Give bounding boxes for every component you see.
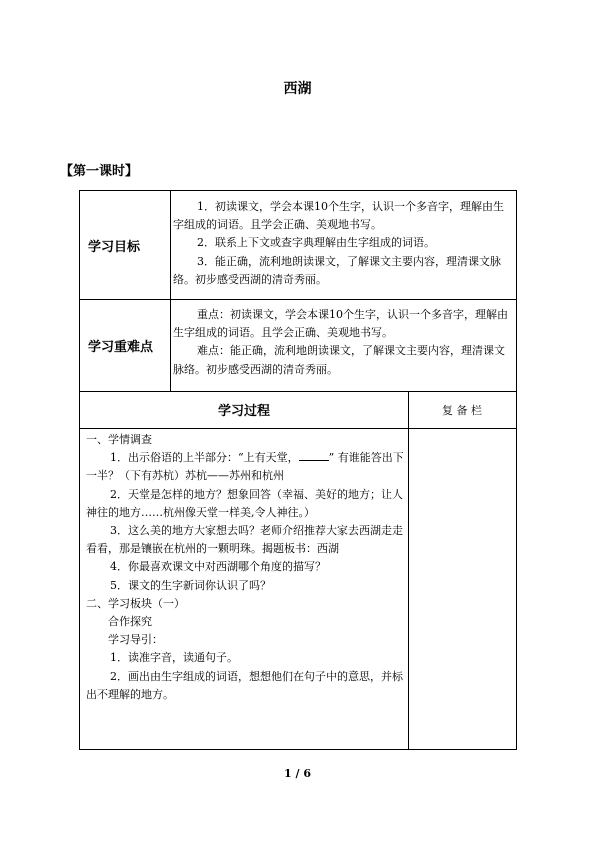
item-text: 1．出示俗语的上半部分：“上有天堂， bbox=[110, 451, 299, 465]
item-text: ” 有谁能答出下一半？（下有苏杭）苏杭——苏州和杭州 bbox=[86, 451, 404, 483]
key-point-line: 难点：能正确，流利地朗读课文，了解课文主要内容，理清课文脉络。初步感受西湖的清奇秀丽。 bbox=[173, 344, 505, 376]
section-title: 一、学情调查 bbox=[86, 433, 152, 446]
guide-step: 1．读准字音，读通句子。 bbox=[110, 651, 238, 665]
section-title: 二、学习板块（一） bbox=[86, 596, 185, 610]
objective-line: 1．初读课文，学会本课10个生字，认识一个多音字，理解由生字组成的词语。且学会正确、美观地书写。 bbox=[173, 200, 504, 232]
notes-header: 复 备 栏 bbox=[442, 403, 482, 417]
lesson-label: 【第一课时】 bbox=[60, 164, 139, 179]
process-item: 5．课文的生字新词你认识了吗？ bbox=[110, 578, 271, 592]
key-point-line: 重点：初读课文，学会本课10个生字，认识一个多音字，理解由生字组成的词语。且学会正确、美观地书写。 bbox=[173, 308, 508, 340]
page-title: 西湖 bbox=[283, 81, 312, 97]
row-divider bbox=[80, 428, 516, 429]
process-content bbox=[86, 431, 406, 704]
objectives-content bbox=[173, 198, 513, 289]
process-header: 学习过程 bbox=[217, 404, 270, 419]
key-points-label: 学习重难点 bbox=[88, 339, 154, 355]
process-item: 2．天堂是怎样的地方？想象回答（幸福、美好的地方；让人神往的地方……杭州像天堂一样美,令人神往。） bbox=[86, 487, 403, 519]
process-item bbox=[86, 449, 406, 485]
objective-line: 2．联系上下文或查字典理解由生字组成的词语。 bbox=[197, 236, 435, 250]
page-number: 1 / 6 bbox=[284, 767, 311, 780]
process-item: 3．这么美的地方大家想去吗？老师介绍推荐大家去西湖走走看看，那是镶嵌在杭州的一颗明珠。揭题板书：西湖 bbox=[86, 524, 403, 556]
process-item: 4．你最喜欢课文中对西湖哪个角度的描写？ bbox=[110, 560, 326, 574]
objectives-label: 学习目标 bbox=[88, 239, 141, 255]
key-points-content bbox=[173, 306, 513, 379]
objective-line: 3．能正确，流利地朗读课文，了解课文主要内容，理清课文脉络。初步感受西湖的清奇秀丽。 bbox=[173, 254, 501, 286]
guide-step: 2．画出由生字组成的词语，想想他们在句子中的意思，并标出不理解的地方。 bbox=[86, 669, 403, 701]
notes-column-divider bbox=[408, 391, 409, 749]
guide-label: 学习导引： bbox=[108, 633, 163, 647]
label-column-divider bbox=[170, 191, 171, 391]
lesson-plan-table bbox=[79, 190, 517, 750]
cooperation-label: 合作探究 bbox=[108, 615, 152, 629]
fill-in-blank bbox=[299, 450, 329, 461]
